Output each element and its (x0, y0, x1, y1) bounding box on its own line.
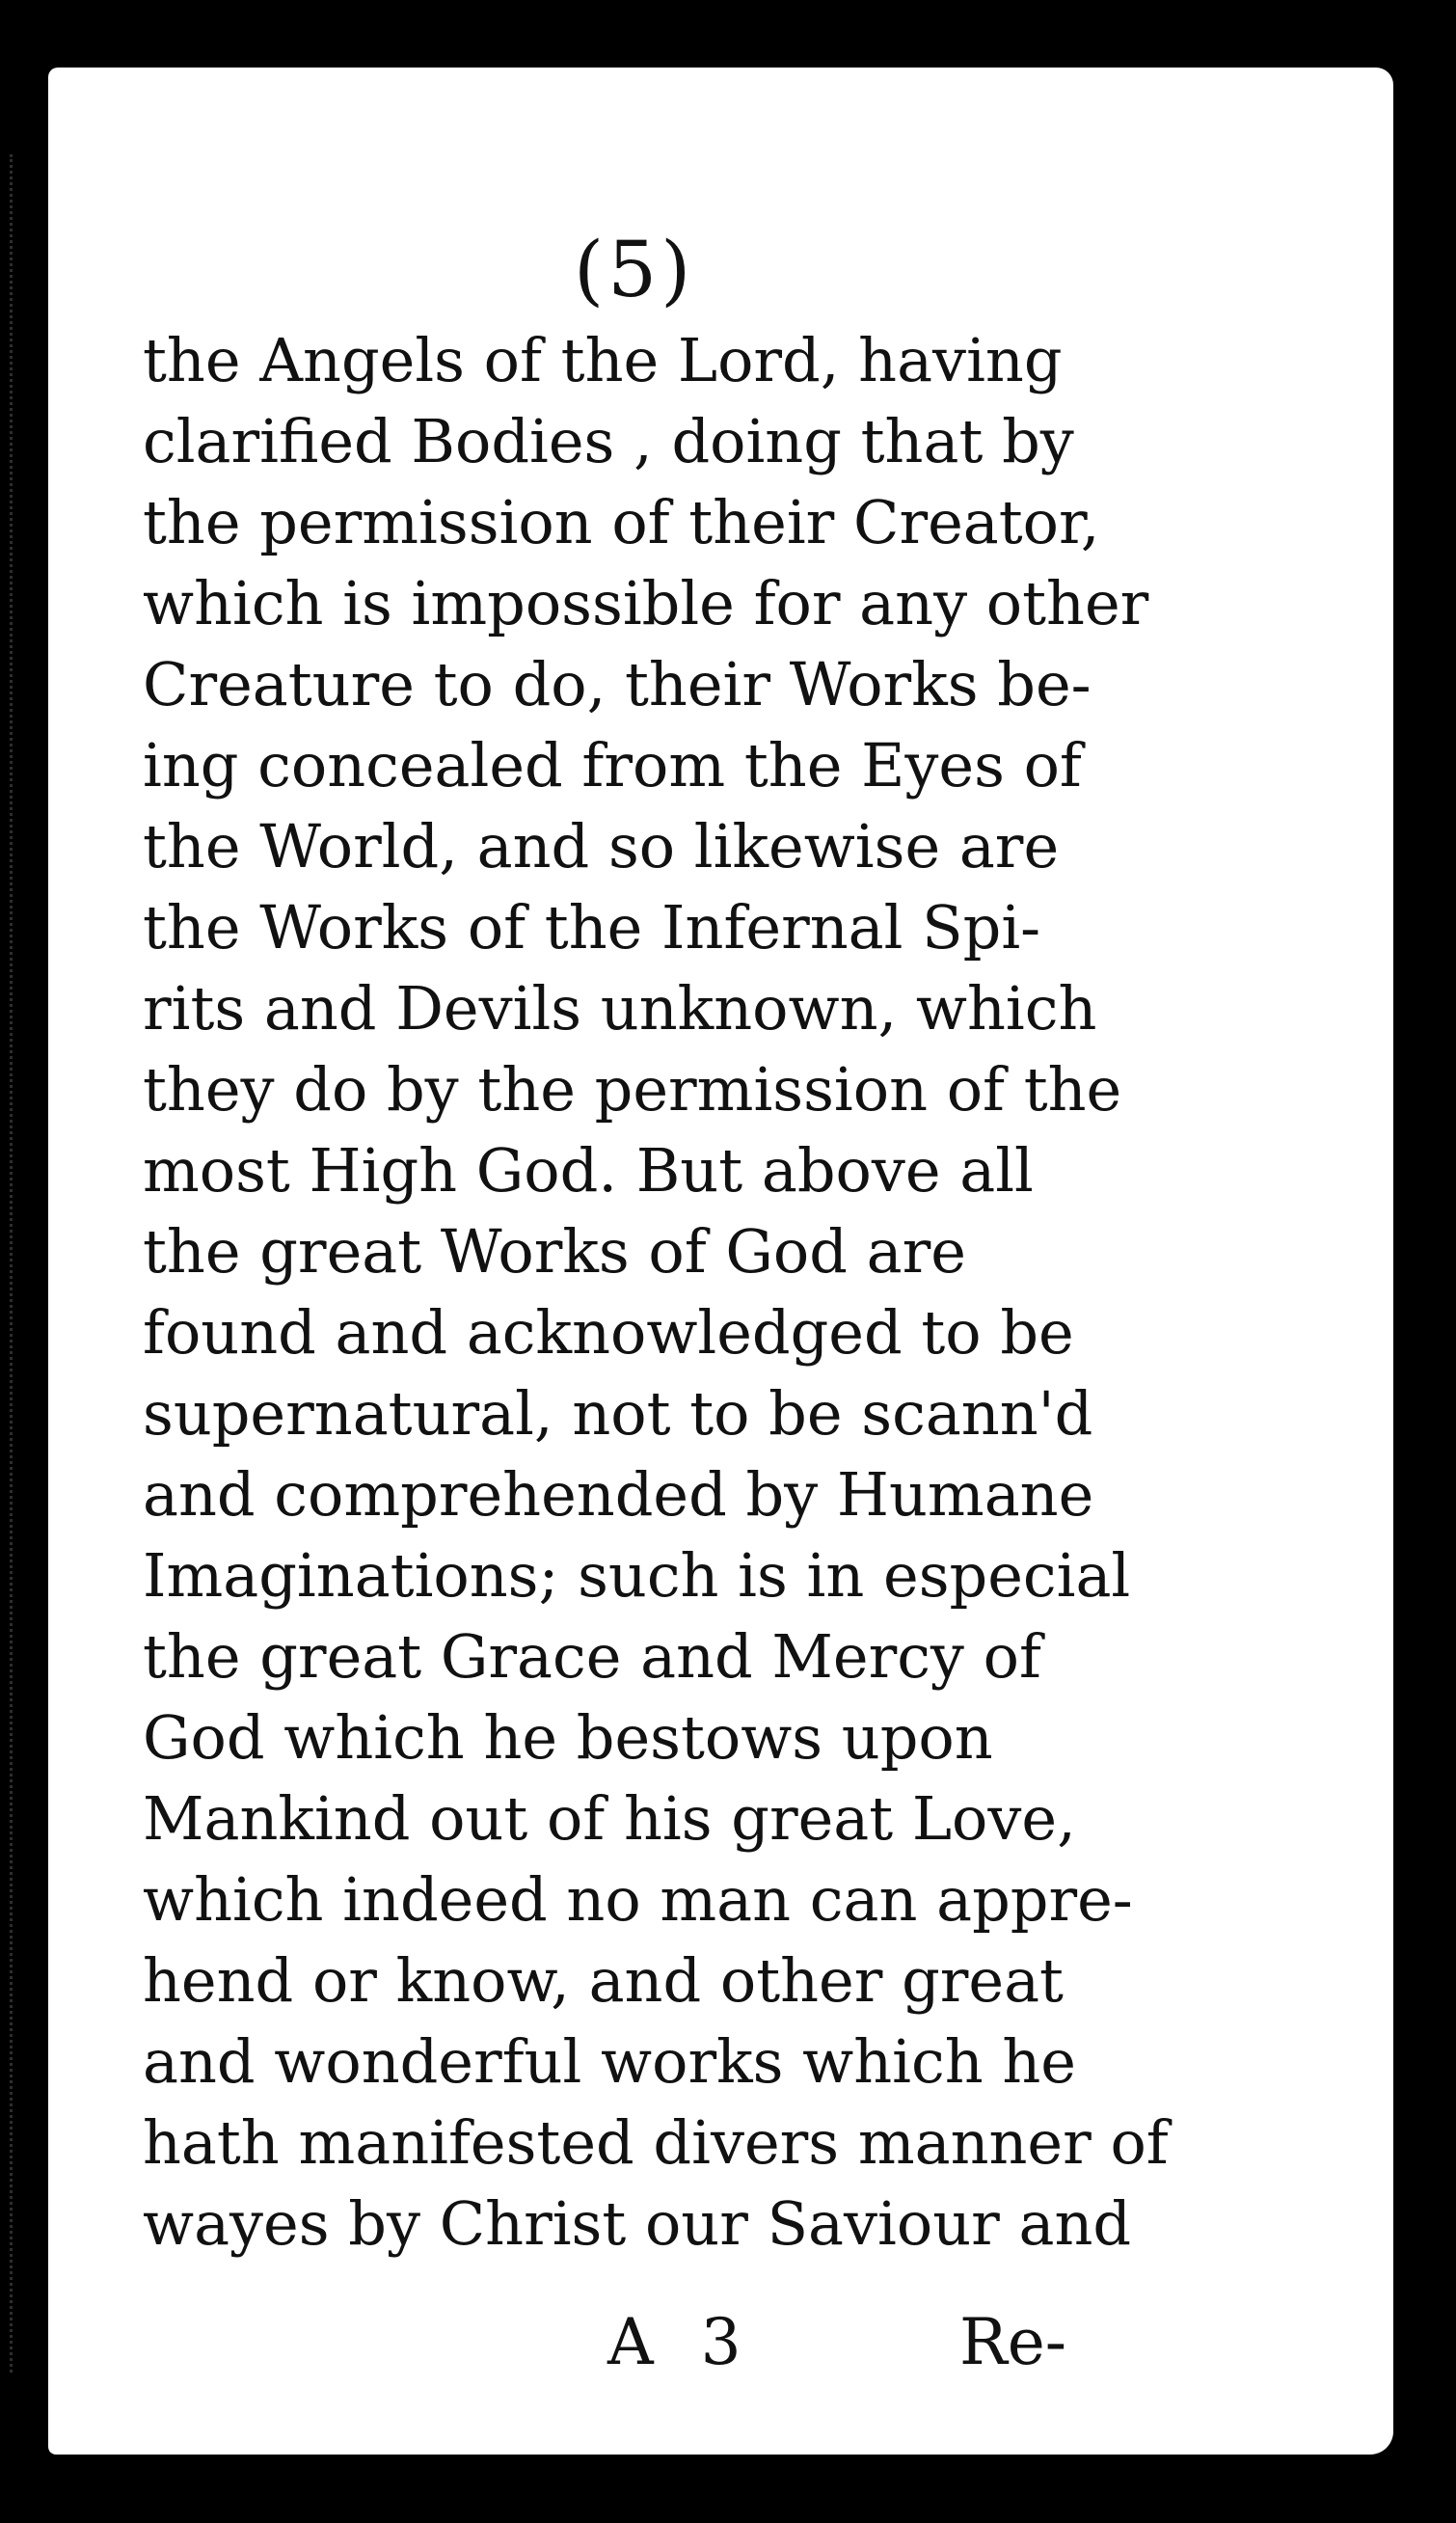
gutter-specks (10, 154, 32, 2373)
text-line: hend or know, and other great (143, 1945, 1064, 2016)
text-line: which indeed no man can appre- (143, 1864, 1133, 1935)
text-line: the World, and so likewise are (143, 811, 1060, 882)
text-line: God which he bestows upon (143, 1702, 993, 1773)
text-line: which is impossible for any other (143, 568, 1149, 638)
text-line: and comprehended by Humane (143, 1459, 1094, 1530)
text-line: the Works of the Infernal Spi- (143, 892, 1041, 963)
text-line: Mankind out of his great Love, (143, 1783, 1076, 1854)
text-line: the great Grace and Mercy of (143, 1621, 1041, 1692)
text-line: wayes by Christ our Saviour and (143, 2188, 1132, 2259)
text-line: the great Works of God are (143, 1216, 966, 1287)
text-line: the permission of their Creator, (143, 487, 1100, 557)
text-line: found and acknowledged to be (143, 1297, 1074, 1368)
text-line: hath manifested divers manner of (143, 2107, 1169, 2178)
text-line: Creature to do, their Works be- (143, 649, 1092, 719)
page-footer (48, 2305, 1393, 2392)
text-line: they do by the permission of the (143, 1054, 1122, 1125)
text-line: most High God. But above all (143, 1135, 1034, 1206)
text-line: Imaginations; such is in especial (143, 1540, 1131, 1611)
page-number: (5) (574, 225, 695, 314)
body-text (143, 320, 1169, 2265)
text-line: the Angels of the Lord, having (143, 325, 1063, 395)
text-line: ing concealed from the Eyes of (143, 730, 1082, 800)
text-line: supernatural, not to be scann'd (143, 1378, 1093, 1449)
signature-mark: A 3 (607, 2305, 755, 2379)
catchword: Re- (959, 2305, 1067, 2379)
text-line: and wonderful works which he (143, 2026, 1076, 2097)
book-page (48, 68, 1393, 2455)
text-line: rits and Devils unknown, which (143, 973, 1097, 1044)
text-line: clarified Bodies , doing that by (143, 406, 1074, 476)
